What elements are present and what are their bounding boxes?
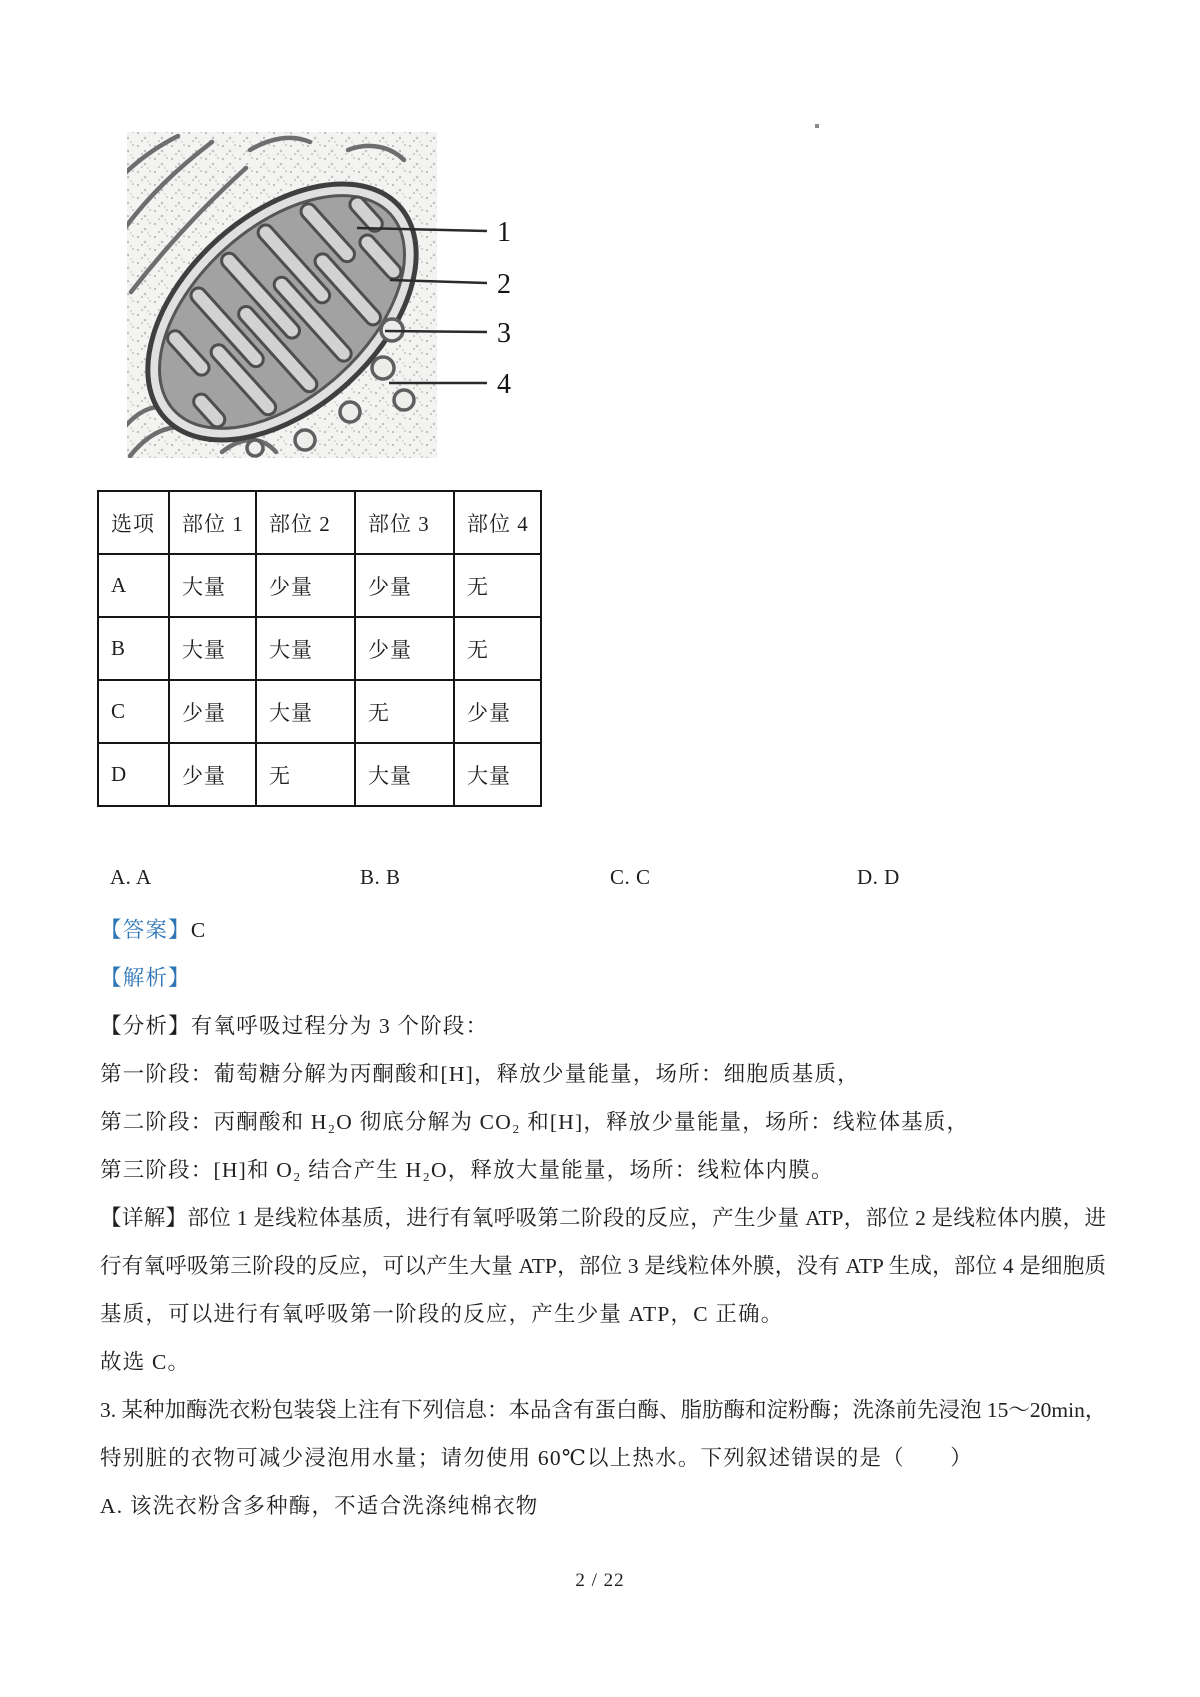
header-part-2: 部位 2: [256, 491, 355, 554]
header-part-3: 部位 3: [355, 491, 454, 554]
cell: 无: [355, 680, 454, 743]
stage-2-line: 第二阶段：丙酮酸和 H₂O 彻底分解为 CO₂ 和[H]，释放少量能量，场所：线粒体基质，: [100, 1110, 970, 1134]
em-image: [110, 132, 464, 468]
options-table: [97, 490, 542, 807]
choice-d: D. D: [857, 865, 900, 889]
header-part-4: 部位 4: [454, 491, 541, 554]
cell: 大量: [454, 743, 541, 806]
row-option: C: [98, 680, 169, 743]
stage-3-line: 第三阶段：[H]和 O₂ 结合产生 H₂O，释放大量能量，场所：线粒体内膜。: [100, 1158, 834, 1182]
choice-b: B. B: [360, 865, 401, 889]
figure-label-2: 2: [497, 269, 511, 300]
answer-line: [100, 914, 206, 946]
question-3-line-1: 3. 某种加酶洗衣粉包装袋上注有下列信息：本品含有蛋白酶、脂肪酶和淀粉酶；洗涤前先浸泡 15～20min，: [100, 1398, 1107, 1422]
cell: 少量: [169, 680, 256, 743]
figure-label-1: 1: [497, 217, 511, 248]
table-row: [98, 617, 541, 680]
row-option: A: [98, 554, 169, 617]
table-row: [98, 743, 541, 806]
question-3-choice-a: A. 该洗衣粉含多种酶，不适合洗涤纯棉衣物: [100, 1494, 539, 1518]
cell: 大量: [355, 743, 454, 806]
answer-tag: 【答案】: [100, 918, 191, 942]
row-option: D: [98, 743, 169, 806]
analysis-tag: 【解析】: [100, 966, 191, 990]
cell: 少量: [355, 554, 454, 617]
cell: 无: [454, 617, 541, 680]
table-header-row: [98, 491, 541, 554]
figure-label-4: 4: [497, 369, 511, 400]
detail-line-2: 行有氧呼吸第三阶段的反应，可以产生大量 ATP，部位 3 是线粒体外膜，没有 ATP 生成，部位 4 是细胞质: [100, 1254, 1106, 1278]
cell: 少量: [454, 680, 541, 743]
header-option: 选项: [98, 491, 169, 554]
cell: 少量: [256, 554, 355, 617]
conclusion-line: 故选 C。: [100, 1350, 191, 1374]
answer-value: C: [190, 918, 207, 942]
row-option: B: [98, 617, 169, 680]
analysis-intro-line: 【分析】有氧呼吸过程分为 3 个阶段：: [100, 1014, 489, 1038]
mitochondrion-figure: [110, 112, 530, 468]
question-3-line-2: 特别脏的衣物可减少浸泡用水量；请勿使用 60℃以上热水。下列叙述错误的是（ ）: [100, 1446, 973, 1470]
stage-1-line: 第一阶段：葡萄糖分解为丙酮酸和[H]，释放少量能量，场所：细胞质基质，: [100, 1062, 860, 1086]
choice-c: C. C: [610, 865, 651, 889]
table-row: [98, 554, 541, 617]
table-row: [98, 680, 541, 743]
choice-a: A. A: [110, 865, 152, 889]
detail-line-3: 基质，可以进行有氧呼吸第一阶段的反应，产生少量 ATP，C 正确。: [100, 1302, 784, 1326]
page-speck: [815, 124, 819, 128]
page-number: 2 / 22: [575, 1570, 625, 1591]
cell: 少量: [169, 743, 256, 806]
cell: 无: [454, 554, 541, 617]
cell: 大量: [169, 554, 256, 617]
cell: 无: [256, 743, 355, 806]
detail-line-1: 【详解】部位 1 是线粒体基质，进行有氧呼吸第二阶段的反应，产生少量 ATP，部位 2 是线粒体内膜，进: [100, 1206, 1106, 1230]
cell: 大量: [256, 680, 355, 743]
header-part-1: 部位 1: [169, 491, 256, 554]
cell: 少量: [355, 617, 454, 680]
cell: 大量: [256, 617, 355, 680]
cell: 大量: [169, 617, 256, 680]
figure-label-3: 3: [497, 318, 511, 349]
